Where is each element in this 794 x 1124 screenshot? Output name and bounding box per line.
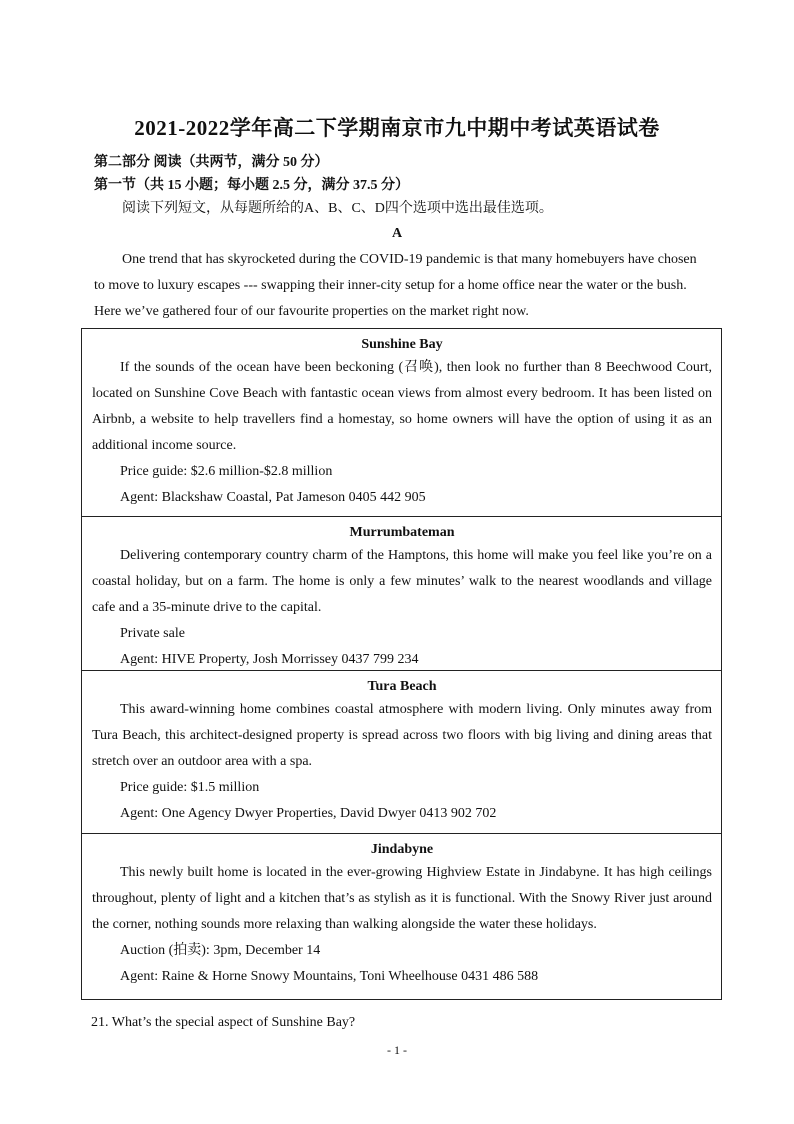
question-21: 21. What’s the special aspect of Sunshine Bay?	[91, 1015, 356, 1030]
property-name: Murrumbateman	[349, 525, 455, 540]
property-card-jindabyne	[81, 834, 722, 1000]
property-description: This award-winning home combines coastal atmosphere with modern living. Only minutes away from Tura Beach, this architect-designed property is spread across two floors with big living and dining areas that stretch over an outdoor area with a spa.	[92, 702, 712, 769]
property-name: Sunshine Bay	[361, 337, 443, 352]
section-heading: 第二部分 阅读（共两节，满分 50 分）	[94, 155, 329, 170]
property-agent: Agent: Blackshaw Coastal, Pat Jameson 0405 442 905	[120, 490, 426, 505]
property-agent: Agent: One Agency Dwyer Properties, David Dwyer 0413 902 702	[120, 806, 497, 821]
passage-label: A	[391, 226, 403, 241]
instructions: 阅读下列短文，从每题所给的A、B、C、D四个选项中选出最佳选项。	[122, 201, 553, 216]
property-price: Auction (拍卖): 3pm, December 14	[120, 943, 321, 958]
property-description: This newly built home is located in the ever-growing Highview Estate in Jindabyne. It has high ceilings throughout, plenty of light and a kitchen that’s as stylish as it is functional. With the Snowy River just around the corner, nothing sounds more relaxing than walking alongside the water these holidays.	[92, 865, 712, 932]
passage-intro: One trend that has skyrocketed during the COVID-19 pandemic is that many homebuyers have chosen to move to luxury escapes --- swapping their inner-city setup for a home office near the water or the bush. Here we’ve gathered four of our favourite properties on the market right now.	[94, 252, 697, 319]
subsection-heading: 第一节（共 15 小题；每小题 2.5 分，满分 37.5 分）	[94, 178, 409, 193]
property-name: Tura Beach	[367, 679, 437, 694]
property-description: Delivering contemporary country charm of the Hamptons, this home will make you feel like you’re on a coastal holiday, but on a farm. The home is only a few minutes’ walk to the nearest woodlands and village cafe and a 35-minute drive to the capital.	[92, 548, 712, 615]
property-price: Private sale	[120, 626, 185, 641]
property-card-tura-beach	[81, 671, 722, 834]
property-name: Jindabyne	[370, 842, 434, 857]
property-card-murrumbateman	[81, 517, 722, 671]
exam-title: 2021-2022学年高二下学期南京市九中期中考试英语试卷	[134, 116, 660, 140]
property-agent: Agent: HIVE Property, Josh Morrissey 0437 799 234	[120, 652, 419, 667]
property-price: Price guide: $1.5 million	[120, 780, 260, 795]
page-number: - 1 -	[387, 1043, 407, 1057]
property-description: If the sounds of the ocean have been beckoning (召唤), then look no further than 8 Beechwood Court, located on Sunshine Cove Beach with fantastic ocean views from almost every bedroom. It has been listed on Airbnb, a website to help travellers find a homestay, so home owners will have the option of using it as an additional income source.	[92, 360, 712, 453]
property-agent: Agent: Raine & Horne Snowy Mountains, Toni Wheelhouse 0431 486 588	[120, 969, 539, 984]
property-card-sunshine-bay	[81, 328, 722, 517]
property-price: Price guide: $2.6 million-$2.8 million	[120, 464, 333, 479]
